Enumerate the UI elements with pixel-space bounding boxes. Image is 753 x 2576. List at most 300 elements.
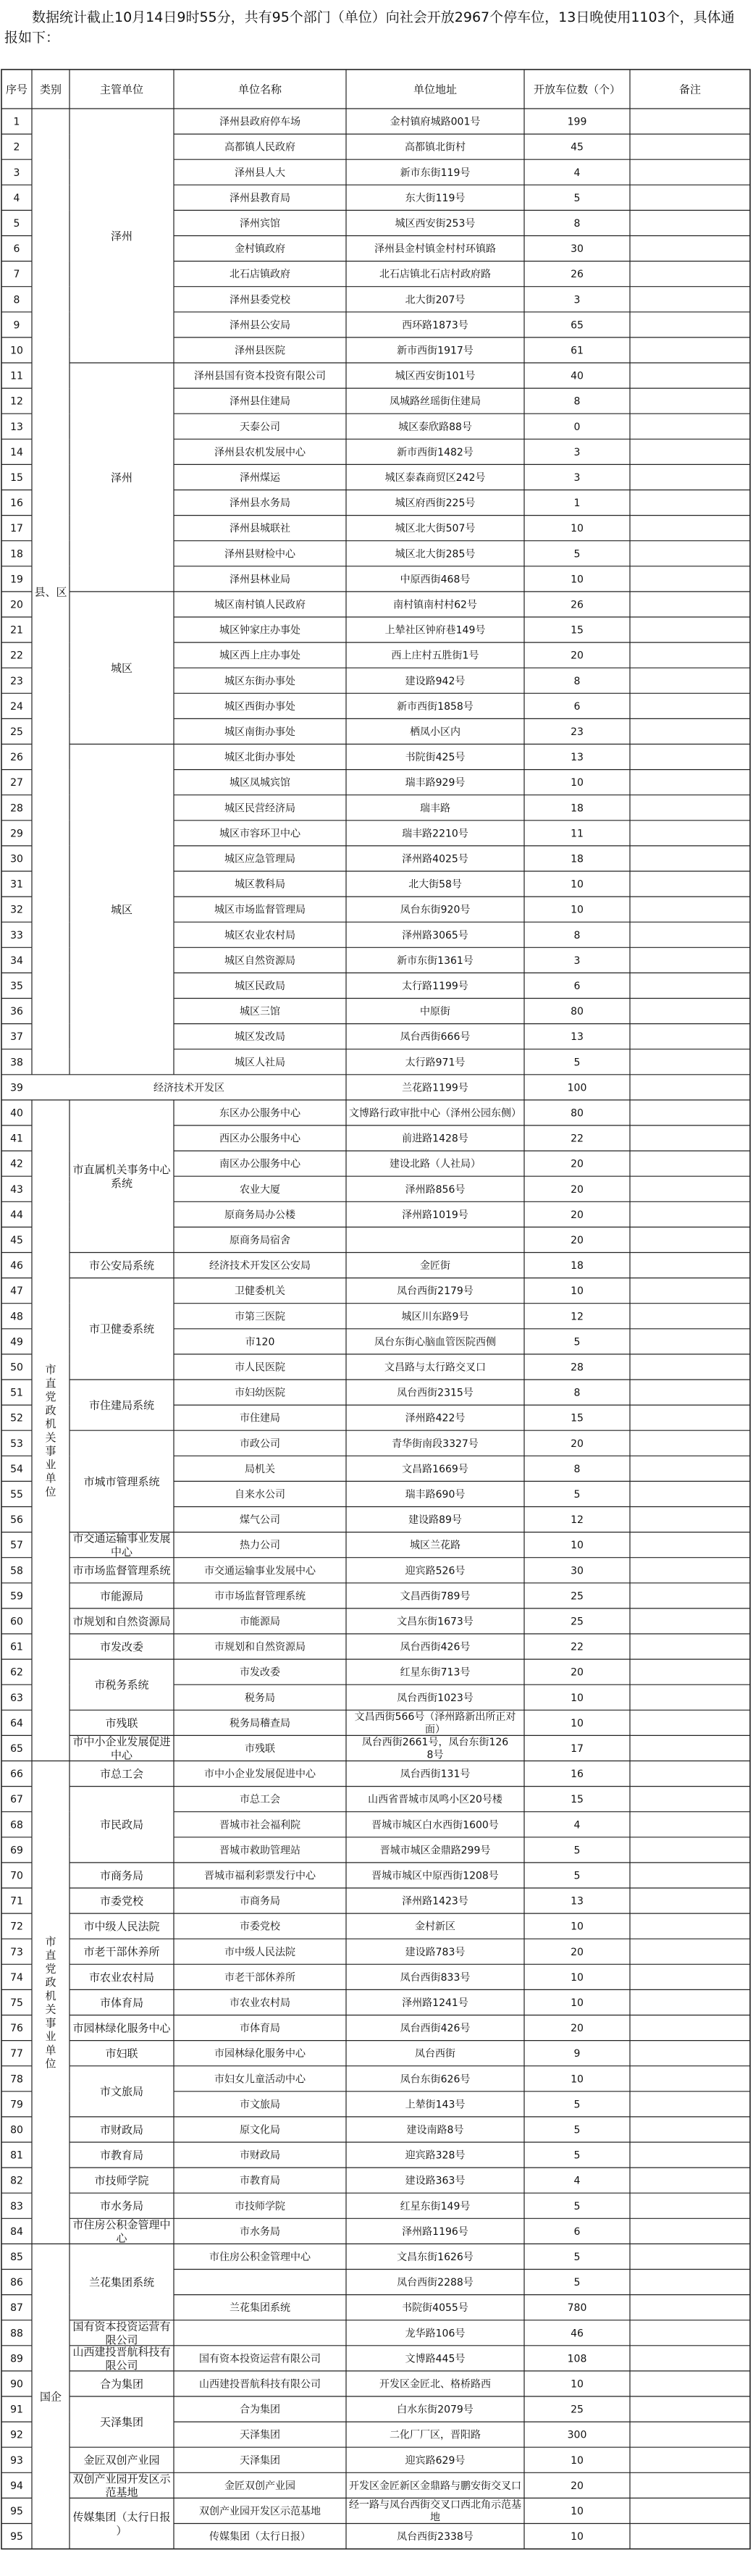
header-cat: 类别 <box>39 83 62 96</box>
unit-name: 高都镇人民政府 <box>224 141 295 154</box>
row-number: 7 <box>13 269 20 281</box>
org-label: 市住建局系统 <box>88 1398 155 1412</box>
parking-spaces: 12 <box>571 1514 584 1527</box>
row-number: 43 <box>10 1183 23 1196</box>
row-number: 32 <box>10 904 23 916</box>
row-number: 50 <box>10 1362 23 1374</box>
unit-name: 市120 <box>245 1336 275 1348</box>
unit-name: 煤气公司 <box>240 1514 280 1527</box>
unit-address: 新市西街1482号 <box>397 446 474 458</box>
unit-address: 兰花路1199号 <box>402 1082 468 1094</box>
row-number: 26 <box>10 752 23 764</box>
unit-address: 中原街 <box>420 1006 450 1018</box>
unit-address: 晋城市城区金鼎路299号 <box>379 1845 491 1857</box>
unit-address: 凤台西街2179号 <box>397 1285 474 1298</box>
row-number: 51 <box>10 1387 23 1399</box>
parking-spaces: 20 <box>571 1666 584 1679</box>
unit-name: 城区发改局 <box>235 1031 285 1044</box>
parking-spaces: 10 <box>571 1285 584 1298</box>
row-number: 44 <box>10 1209 23 1221</box>
unit-address: 西上庄村五胜街1号 <box>391 650 479 662</box>
unit-name: 金村镇政府 <box>235 243 285 256</box>
unit-address: 凤台西街2338号 <box>397 2531 474 2543</box>
parking-spaces: 8 <box>573 1387 581 1399</box>
parking-spaces: 5 <box>573 2251 581 2263</box>
unit-address: 凤台西街2288号 <box>397 2277 474 2289</box>
unit-name: 泽州县医院 <box>235 345 285 357</box>
row-number: 73 <box>10 1946 23 1958</box>
row-number: 87 <box>10 2302 23 2315</box>
parking-spaces: 5 <box>573 2277 581 2289</box>
row-number: 85 <box>10 2251 23 2263</box>
row-number: 47 <box>10 1285 23 1298</box>
parking-spaces: 22 <box>571 1641 584 1653</box>
unit-name: 泽州县农机发展中心 <box>214 446 306 458</box>
unit-address: 瑞丰路2210号 <box>402 828 468 840</box>
unit-name: 市妇幼医院 <box>235 1387 285 1399</box>
header-spaces: 开放车位数（个） <box>533 83 621 96</box>
unit-address: 迎宾路629号 <box>405 2454 466 2467</box>
parking-spaces: 15 <box>571 624 584 637</box>
org-label: 市能源局 <box>99 1589 144 1603</box>
row-number: 95 <box>10 2531 23 2543</box>
parking-spaces: 10 <box>571 1921 584 1933</box>
parking-spaces: 8 <box>573 217 581 230</box>
unit-address: 北石店镇北石店村政府路 <box>379 269 491 281</box>
org-label: 市老干部休养所 <box>83 1945 160 1959</box>
unit-name: 自来水公司 <box>235 1488 285 1501</box>
header-unit: 单位名称 <box>237 83 282 96</box>
unit-address: 凤台西街426号 <box>400 1641 471 1653</box>
unit-address: 建设路89号 <box>408 1514 462 1527</box>
unit-name: 泽州县城联社 <box>230 523 290 535</box>
parking-spaces: 11 <box>571 828 584 840</box>
parking-spaces: 13 <box>571 1031 584 1044</box>
parking-spaces: 10 <box>571 1540 584 1552</box>
row-number: 82 <box>10 2175 23 2187</box>
unit-name: 双创产业园开发区示范基地 <box>199 2505 321 2517</box>
parking-spaces: 25 <box>571 2404 584 2416</box>
category-label: 国企 <box>39 2390 62 2404</box>
parking-spaces: 5 <box>573 1845 581 1857</box>
unit-address: 山西省晋城市凤鸣小区20号楼 <box>368 1794 502 1806</box>
row-number: 21 <box>10 624 23 637</box>
org-label: 合为集团 <box>99 2377 144 2391</box>
unit-address: 城区西安街101号 <box>395 370 476 382</box>
row-number: 56 <box>10 1514 23 1527</box>
parking-spaces: 30 <box>571 1565 584 1577</box>
parking-spaces: 5 <box>573 192 581 204</box>
unit-name: 东区办公服务中心 <box>219 1107 300 1120</box>
unit-address: 凤台西街426号 <box>400 2023 471 2035</box>
org-label: 城区 <box>110 903 133 917</box>
parking-spaces: 10 <box>571 2073 584 2086</box>
unit-name: 天泽集团 <box>240 2429 280 2441</box>
parking-spaces: 10 <box>571 1717 584 1729</box>
unit-address: 龙华路106号 <box>405 2328 466 2340</box>
unit-name: 市委党校 <box>240 1921 280 1933</box>
org-label: 市公安局系统 <box>88 1259 155 1272</box>
unit-address: 新市西街1858号 <box>397 700 474 713</box>
parking-spaces: 3 <box>573 955 581 967</box>
row-number: 77 <box>10 2048 23 2060</box>
org-label: 市民政局 <box>99 1818 144 1832</box>
row-number: 80 <box>10 2124 23 2136</box>
parking-spaces: 80 <box>571 1006 584 1018</box>
parking-spaces: 22 <box>571 1133 584 1145</box>
parking-spaces: 12 <box>571 1311 584 1323</box>
unit-address: 南村镇南村村62号 <box>393 599 477 611</box>
parking-spaces: 5 <box>573 1057 581 1069</box>
parking-spaces: 10 <box>571 1997 584 2009</box>
unit-name: 热力公司 <box>240 1540 280 1552</box>
unit-address: 泽州路1196号 <box>402 2225 468 2238</box>
row-number: 11 <box>10 370 23 382</box>
unit-address: 建设南路8号 <box>406 2124 464 2136</box>
row-number: 41 <box>10 1133 23 1145</box>
row-number: 42 <box>10 1158 23 1170</box>
unit-name: 城区南村镇人民政府 <box>214 599 306 611</box>
header-seq: 序号 <box>5 83 28 96</box>
row-number: 84 <box>10 2225 23 2238</box>
unit-address: 瑞丰路690号 <box>405 1488 466 1501</box>
row-number: 19 <box>10 574 23 586</box>
unit-name: 泽州县水务局 <box>230 498 290 510</box>
row-number: 13 <box>10 421 23 433</box>
row-number: 17 <box>10 523 23 535</box>
row-number: 2 <box>13 141 20 154</box>
unit-address: 太行路1199号 <box>402 980 468 992</box>
unit-address: 建设路783号 <box>405 1946 466 1958</box>
parking-spaces: 9 <box>573 2048 581 2060</box>
row-number: 67 <box>10 1794 23 1806</box>
parking-spaces: 20 <box>571 1438 584 1450</box>
row-number: 5 <box>13 217 20 230</box>
unit-address: 书院街4055号 <box>402 2302 468 2315</box>
unit-address: 泽州路422号 <box>405 1412 466 1425</box>
org-label: 市直属机关事务中心系统 <box>72 1163 171 1190</box>
unit-address: 经一路与凤台西街交叉口西北角示范基地 <box>349 2499 521 2524</box>
org-label: 金匠双创产业园 <box>83 2454 160 2467</box>
unit-name: 农业大厦 <box>240 1183 280 1196</box>
parking-spaces: 6 <box>573 980 581 992</box>
parking-spaces: 13 <box>571 1895 584 1908</box>
parking-spaces: 5 <box>573 548 581 561</box>
row-number: 72 <box>10 1921 23 1933</box>
row-number: 3 <box>13 167 20 179</box>
unit-name: 城区民政局 <box>235 980 285 992</box>
unit-address: 凤台东街心脑血管医院西侧 <box>374 1336 496 1348</box>
parking-spaces: 10 <box>571 2505 584 2517</box>
row-number: 33 <box>10 929 23 941</box>
parking-spaces: 65 <box>571 319 584 332</box>
parking-spaces: 3 <box>573 471 581 484</box>
unit-address: 凤台西街 <box>415 2048 455 2060</box>
unit-name: 经济技术开发区 <box>153 1082 224 1094</box>
unit-address: 开发区金匠北、格桥路西 <box>379 2378 491 2391</box>
unit-name: 卫健委机关 <box>235 1285 285 1298</box>
parking-spaces: 20 <box>571 650 584 662</box>
parking-spaces: 20 <box>571 2480 584 2492</box>
parking-spaces: 5 <box>573 1488 581 1501</box>
unit-name: 泽州县教育局 <box>230 192 290 204</box>
org-label: 市发改委 <box>99 1640 144 1653</box>
parking-spaces: 45 <box>571 141 584 154</box>
unit-name: 泽州宾馆 <box>240 217 280 230</box>
parking-spaces: 100 <box>567 1082 587 1094</box>
org-label: 市园林绿化服务中心 <box>72 2021 171 2035</box>
unit-address: 红星东街149号 <box>400 2200 471 2212</box>
row-number: 22 <box>10 650 23 662</box>
row-number: 6 <box>13 243 20 256</box>
unit-address: 文昌东街1626号 <box>397 2251 474 2263</box>
unit-address: 文博路行政审批中心（泽州公园东侧） <box>349 1107 521 1120</box>
unit-address: 城区泰森商贸区242号 <box>384 471 486 484</box>
unit-name: 泽州县住建局 <box>230 395 290 408</box>
unit-name: 城区民营经济局 <box>224 802 295 815</box>
row-number: 95 <box>10 2505 23 2517</box>
unit-address: 城区北大街285号 <box>395 548 476 561</box>
row-number: 18 <box>10 548 23 561</box>
parking-spaces: 8 <box>573 1463 581 1475</box>
unit-address: 建设路942号 <box>405 675 466 687</box>
unit-address: 新市东街119号 <box>400 167 471 179</box>
parking-spaces: 1 <box>573 498 581 510</box>
unit-address: 城区兰花路 <box>410 1540 460 1552</box>
parking-spaces: 199 <box>567 116 587 128</box>
unit-name: 城区西上庄办事处 <box>219 650 300 662</box>
category-label: 市直党政机关事业单位 <box>45 1934 56 2071</box>
unit-address: 金村新区 <box>415 1921 455 1933</box>
unit-name: 市人民医院 <box>235 1362 285 1374</box>
unit-name: 山西建投晋航科技有限公司 <box>199 2378 321 2391</box>
row-number: 15 <box>10 471 23 484</box>
org-label: 双创产业园开发区示范基地 <box>72 2472 171 2499</box>
org-label: 泽州 <box>110 471 133 484</box>
intro-paragraph: 数据统计截止10月14日9时55分，共有95个部门（单位）向社会开放2967个停车位，13日晚使用1103个，具体通报如下： <box>4 9 735 46</box>
unit-name: 市技师学院 <box>235 2200 285 2212</box>
row-number: 29 <box>10 828 23 840</box>
unit-address: 开发区金匠新区金鼎路与鹏安街交叉口 <box>349 2480 521 2492</box>
unit-address: 泽州路1019号 <box>402 1209 468 1221</box>
parking-spaces: 0 <box>573 421 581 433</box>
parking-spaces: 80 <box>571 1107 584 1120</box>
unit-name: 市园林绿化服务中心 <box>214 2048 306 2060</box>
unit-address: 城区泰欣路88号 <box>398 421 472 433</box>
org-label: 市规划和自然资源局 <box>72 1614 171 1628</box>
org-label: 国有资本投资运营有限公司 <box>72 2320 171 2347</box>
row-number: 49 <box>10 1336 23 1348</box>
unit-name: 局机关 <box>245 1463 275 1475</box>
row-number: 36 <box>10 1006 23 1018</box>
row-number: 34 <box>10 955 23 967</box>
unit-name: 城区钟家庄办事处 <box>219 624 300 637</box>
unit-address: 晋城市城区白水西街1600号 <box>371 1819 499 1832</box>
unit-address: 城区西安街253号 <box>395 217 476 230</box>
unit-name: 城区人社局 <box>235 1057 285 1069</box>
parking-spaces: 10 <box>571 777 584 789</box>
unit-name: 税务局稽查局 <box>230 1717 290 1729</box>
parking-spaces: 46 <box>571 2328 584 2340</box>
unit-address: 建设路363号 <box>405 2175 466 2187</box>
row-number: 48 <box>10 1311 23 1323</box>
row-number: 91 <box>10 2404 23 2416</box>
unit-address: 凤台东街626号 <box>400 2073 471 2086</box>
unit-address: 凤台西街1023号 <box>397 1692 474 1704</box>
row-number: 23 <box>10 675 23 687</box>
parking-spaces: 5 <box>573 2149 581 2162</box>
unit-name: 泽州县林业局 <box>230 574 290 586</box>
unit-address: 青华街南段3327号 <box>392 1438 479 1450</box>
unit-name: 市总工会 <box>240 1794 280 1806</box>
parking-spaces: 5 <box>573 2124 581 2136</box>
unit-name: 晋城市救助管理站 <box>219 1845 300 1857</box>
org-label: 市委党校 <box>99 1894 144 1908</box>
org-label: 传媒集团（太行日报） <box>72 2510 171 2538</box>
parking-spaces: 15 <box>571 1794 584 1806</box>
parking-spaces: 20 <box>571 2023 584 2035</box>
unit-address: 凤台西街131号 <box>400 1769 471 1781</box>
unit-name: 晋城市福利彩票发行中心 <box>204 1870 316 1882</box>
unit-name: 泽州县财检中心 <box>224 548 295 561</box>
header-org: 主管单位 <box>99 83 144 96</box>
unit-name: 市能源局 <box>240 1616 280 1628</box>
unit-name: 南区办公服务中心 <box>219 1158 300 1170</box>
row-number: 1 <box>13 116 20 128</box>
unit-address: 上辇社区钟府巷149号 <box>384 624 486 637</box>
unit-name: 天泰公司 <box>240 421 280 433</box>
unit-name: 城区应急管理局 <box>224 853 295 865</box>
org-label: 市卫健委系统 <box>88 1322 155 1336</box>
row-number: 93 <box>10 2454 23 2467</box>
unit-address: 城区府西街225号 <box>395 498 476 510</box>
unit-address: 瑞丰路929号 <box>405 777 466 789</box>
unit-name: 原商务局办公楼 <box>224 1209 295 1221</box>
unit-address: 晋城市城区中原西街1208号 <box>371 1870 499 1882</box>
unit-address: 文昌西街566号（泽州路新出所正对面） <box>354 1711 516 1736</box>
unit-address: 红星东街713号 <box>400 1666 471 1679</box>
parking-spaces: 13 <box>571 752 584 764</box>
row-number: 92 <box>10 2429 23 2441</box>
parking-spaces: 40 <box>571 370 584 382</box>
unit-name: 金匠双创产业园 <box>224 2480 295 2492</box>
unit-address: 东大街119号 <box>405 192 466 204</box>
parking-spaces: 18 <box>571 802 584 815</box>
unit-address: 书院街425号 <box>405 752 466 764</box>
unit-name: 晋城市社会福利院 <box>219 1819 300 1832</box>
unit-name: 北石店镇政府 <box>230 269 290 281</box>
unit-name: 市住房公积金管理中心 <box>209 2251 311 2263</box>
row-number: 62 <box>10 1666 23 1679</box>
org-label: 市文旅局 <box>99 2085 144 2099</box>
row-number: 40 <box>10 1107 23 1120</box>
unit-address: 迎宾路526号 <box>405 1565 466 1577</box>
unit-address: 二化厂厂区，晋阳路 <box>390 2429 481 2441</box>
unit-name: 传媒集团（太行日报） <box>209 2531 311 2543</box>
unit-address: 城区川东路9号 <box>401 1311 469 1323</box>
unit-name: 城区北街办事处 <box>224 752 295 764</box>
org-label: 山西建投晋航科技有限公司 <box>72 2345 171 2372</box>
unit-address: 文昌路1669号 <box>402 1463 468 1475</box>
org-label: 市税务系统 <box>94 1678 149 1692</box>
parking-spaces: 6 <box>573 700 581 713</box>
parking-spaces: 20 <box>571 1183 584 1196</box>
org-label: 市技师学院 <box>94 2174 149 2188</box>
category-label: 市直党政机关事业单位 <box>45 1363 56 1498</box>
unit-name: 天泽集团 <box>240 2454 280 2467</box>
header-note: 备注 <box>678 83 702 96</box>
parking-spaces: 61 <box>571 345 584 357</box>
unit-name: 泽州县委党校 <box>230 294 290 306</box>
parking-spaces: 25 <box>571 1590 584 1603</box>
unit-name: 泽州县人大 <box>235 167 285 179</box>
org-label: 市总工会 <box>99 1767 144 1781</box>
unit-address: 上辇街143号 <box>405 2099 466 2111</box>
category-label: 县、区 <box>34 585 67 599</box>
parking-spaces: 26 <box>571 269 584 281</box>
org-label: 城区 <box>110 661 133 675</box>
unit-name: 城区市场监督管理局 <box>214 904 306 916</box>
org-label: 天泽集团 <box>99 2415 144 2429</box>
unit-address: 凤台西街2315号 <box>397 1387 474 1399</box>
unit-name: 泽州县公安局 <box>230 319 290 332</box>
unit-address: 泽州路1241号 <box>402 1997 468 2009</box>
org-label: 市残联 <box>105 1716 138 1730</box>
parking-spaces: 108 <box>567 2353 587 2365</box>
parking-spaces: 5 <box>573 2099 581 2111</box>
row-number: 66 <box>10 1769 23 1781</box>
parking-spaces: 10 <box>571 878 584 891</box>
unit-name: 市政公司 <box>240 1438 280 1450</box>
row-number: 61 <box>10 1641 23 1653</box>
unit-name: 市农业农村局 <box>230 1997 290 2009</box>
unit-address: 凤台西街2661号，凤台东街126 8号 <box>361 1737 509 1761</box>
unit-address: 文昌西街789号 <box>400 1590 471 1603</box>
row-number: 52 <box>10 1412 23 1425</box>
unit-name: 兰花集团系统 <box>230 2302 290 2315</box>
row-number: 4 <box>13 192 20 204</box>
row-number: 55 <box>10 1488 23 1501</box>
unit-address: 前进路1428号 <box>402 1133 468 1145</box>
unit-address: 泽州县金村镇金村村环镇路 <box>374 243 496 256</box>
unit-name: 市中级人民法院 <box>224 1946 295 1958</box>
row-number: 31 <box>10 878 23 891</box>
unit-name: 西区办公服务中心 <box>219 1133 300 1145</box>
parking-spaces: 28 <box>571 1362 584 1374</box>
unit-name: 市发改委 <box>240 1666 280 1679</box>
parking-spaces: 15 <box>571 1412 584 1425</box>
parking-spaces: 30 <box>571 243 584 256</box>
parking-spaces: 3 <box>573 446 581 458</box>
parking-spaces: 26 <box>571 599 584 611</box>
unit-address: 文昌路与太行路交叉口 <box>384 1362 486 1374</box>
row-number: 28 <box>10 802 23 815</box>
unit-address: 金村镇府城路001号 <box>390 116 481 128</box>
parking-spaces: 3 <box>573 294 581 306</box>
row-number: 27 <box>10 777 23 789</box>
parking-spaces: 300 <box>567 2429 587 2441</box>
unit-address: 城区北大街507号 <box>395 523 476 535</box>
row-number: 89 <box>10 2353 23 2365</box>
row-number: 76 <box>10 2023 23 2035</box>
row-number: 58 <box>10 1565 23 1577</box>
row-number: 88 <box>10 2328 23 2340</box>
row-number: 86 <box>10 2277 23 2289</box>
unit-address: 建设北路（人社局） <box>390 1158 481 1170</box>
parking-spaces: 20 <box>571 1158 584 1170</box>
unit-name: 市交通运输事业发展中心 <box>204 1565 316 1577</box>
row-number: 74 <box>10 1971 23 1984</box>
